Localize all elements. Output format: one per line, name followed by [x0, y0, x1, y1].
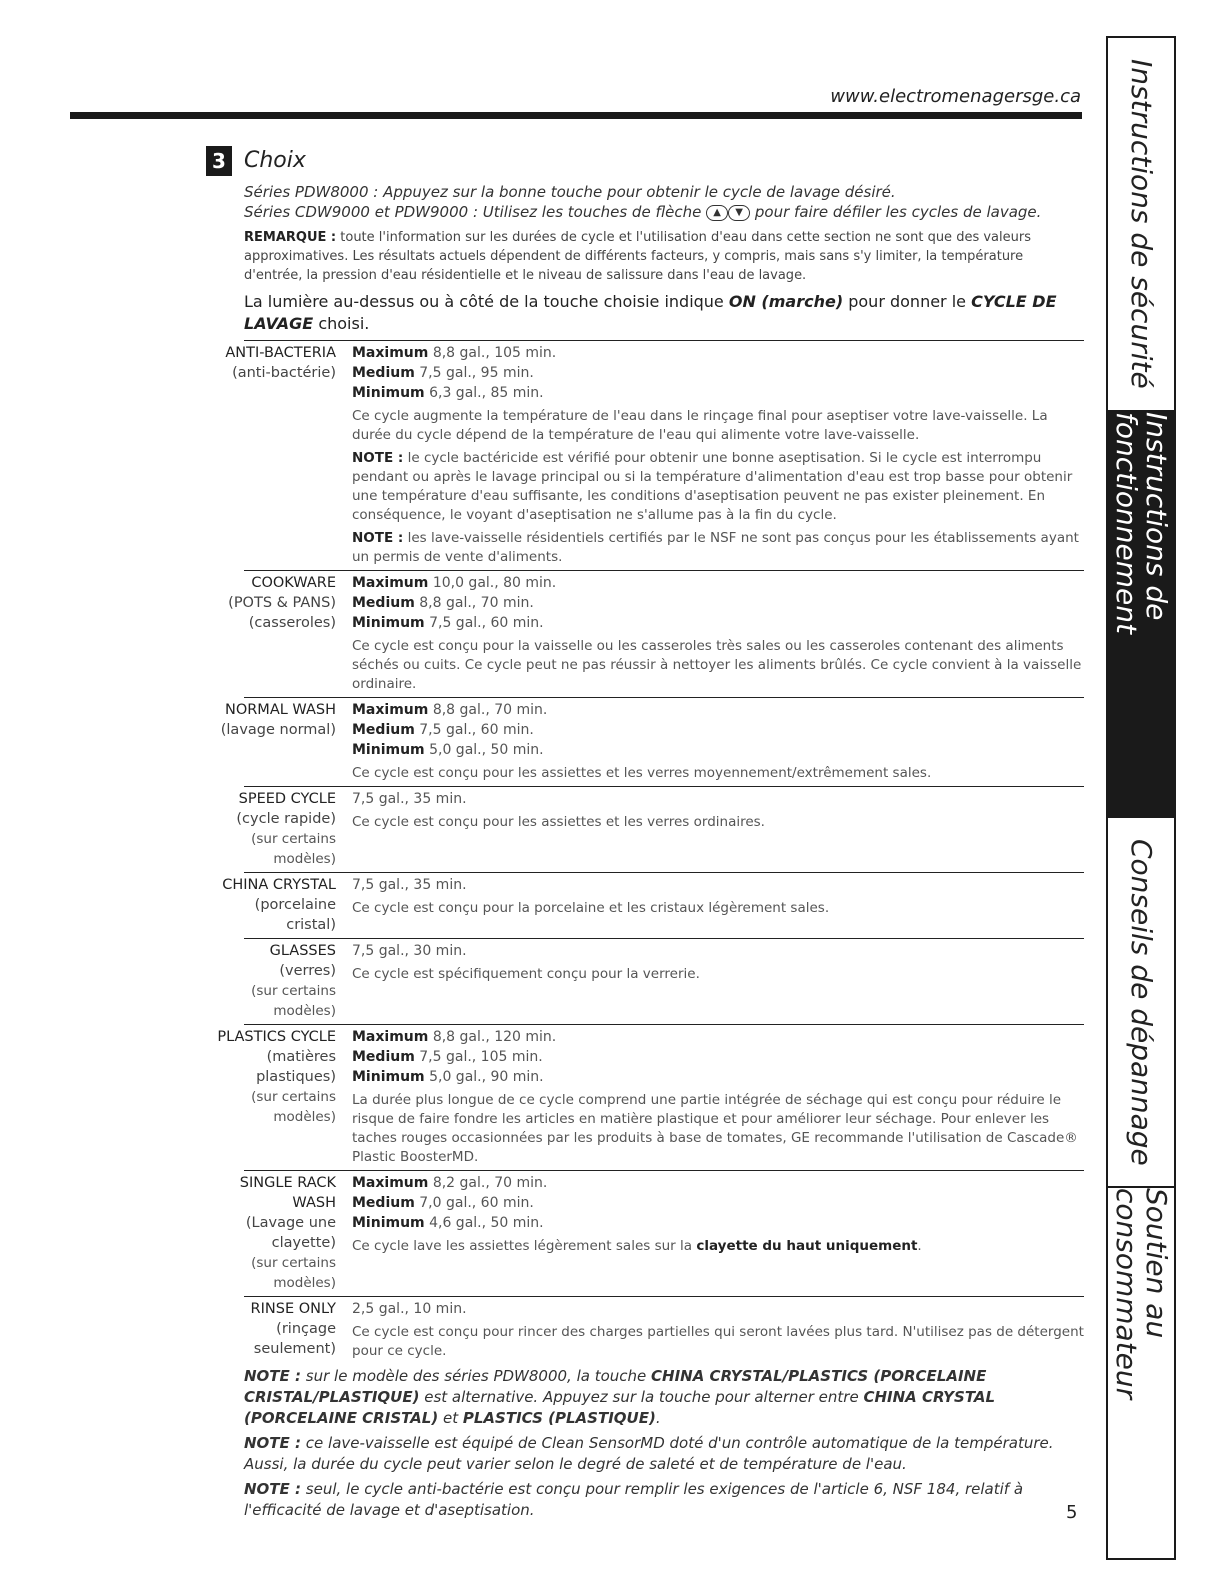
spec-label: Medium [352, 365, 415, 381]
cycle-body [336, 1299, 1084, 1361]
cycle-body [336, 700, 1084, 783]
footer-note [244, 1366, 1084, 1429]
cycle-name-fr: (anti-bactérie) [232, 365, 336, 381]
cycle-description: Ce cycle est conçu pour les assiettes et les verres ordinaires. [352, 814, 765, 830]
cycle-names [204, 1299, 336, 1361]
cycle-description: Ce cycle est conçu pour la porcelaine et les cristaux légèrement sales. [352, 900, 830, 916]
spec-label: Medium [352, 595, 415, 611]
note-text: seul, le cycle anti-bactérie est conçu pour remplir les exigences de l'article 6, NSF 184, relatif à l'efficacité de lavage et d'aseptisation. [244, 1480, 1024, 1519]
spec-value: 8,8 gal., 105 min. [432, 345, 557, 361]
cycle-description: Ce cycle est spécifiquement conçu pour la verrerie. [352, 966, 700, 982]
cycle-name-fr: (verres) [279, 963, 336, 979]
cycle-speed [236, 786, 1084, 872]
spec-value: 5,0 gal., 90 min. [429, 1069, 544, 1085]
spec-label: Minimum [352, 385, 425, 401]
cycle-name: SINGLE RACK WASH [239, 1175, 336, 1211]
remark [244, 228, 1084, 285]
cycle-names [204, 1027, 336, 1167]
spec-med [352, 593, 1084, 613]
series-line-1: Séries PDW8000 : Appuyez sur la bonne touche pour obtenir le cycle de lavage désiré. [244, 183, 896, 201]
cycle-names [204, 789, 336, 869]
side-tab-troubleshooting[interactable] [1108, 818, 1174, 1188]
spec-label: Minimum [352, 615, 425, 631]
cycle-name-fr: (cycle rapide) [236, 811, 336, 827]
spec-value: 7,5 gal., 35 min. [352, 877, 467, 893]
cycle-description [352, 1237, 1084, 1256]
cycle-note [352, 449, 1084, 525]
indicator-light-text [244, 291, 1084, 335]
spec-value: 2,5 gal., 10 min. [352, 1301, 467, 1317]
side-tab-support[interactable] [1108, 1188, 1174, 1558]
note-label: NOTE : [352, 450, 404, 466]
cycle-names [204, 573, 336, 694]
spec-min [352, 740, 1084, 760]
cycle-plastics [217, 1024, 1084, 1170]
note-text: ce lave-vaisselle est équipé de Clean SensorMD doté d'un contrôle automatique de la température. Aussi, la durée du cycle peut varier selon le degré de saleté et de température de l'eau. [244, 1434, 1054, 1473]
cycle-names [204, 875, 336, 935]
cycle-description: Ce cycle est conçu pour la vaisselle ou les casseroles très sales ou les casseroles contenant des aliments séchés ou cuits. Ce cycle peut ne pas réussir à nettoyer les aliments brûlés. Ce cycle convient à la vaisselle ordinaire. [352, 638, 1082, 692]
remark-text: toute l'information sur les durées de cycle et l'utilisation d'eau dans cette section ne sont que des valeurs approximatives. Les résultats actuels dépendent de différents facteurs, y compris, mais sans s'y limiter, la température d'entrée, la pression d'eau résidentielle et le niveau de salissure dans l'eau de lavage. [244, 230, 1031, 283]
model-note: (sur certains modèles) [251, 1089, 336, 1125]
cycle-name-fr: (lavage normal) [220, 722, 336, 738]
note-label: NOTE : [244, 1480, 302, 1498]
footer-notes [244, 1366, 1084, 1525]
step-number-badge: 3 [206, 146, 232, 176]
spec-value: 8,2 gal., 70 min. [432, 1175, 548, 1191]
cycle-body [336, 875, 1084, 935]
spec-min [352, 1213, 1084, 1233]
remark-label: REMARQUE : [244, 230, 337, 245]
cycle-name: COOKWARE [251, 575, 336, 591]
site-url[interactable]: www.electromenagersge.ca [830, 86, 1081, 107]
desc-text: Ce cycle lave les assiettes légèrement sales sur la [352, 1238, 697, 1254]
spec-med [352, 1047, 1084, 1067]
spec-value: 7,5 gal., 30 min. [352, 943, 467, 959]
spec-min [352, 1067, 1084, 1087]
spec-max [352, 573, 1084, 593]
spec-med [352, 1193, 1084, 1213]
spec-max [352, 1173, 1084, 1193]
section-title: Choix [244, 148, 306, 173]
side-tab-safety[interactable] [1108, 38, 1174, 412]
spec-med [352, 720, 1084, 740]
spec-value: 7,5 gal., 60 min. [429, 615, 544, 631]
spec-value: 10,0 gal., 80 min. [432, 575, 557, 591]
spec-label: Medium [352, 1195, 415, 1211]
model-note: (sur certains modèles) [251, 831, 336, 867]
cycle-glasses [244, 938, 1084, 1024]
spec-label: Maximum [352, 1175, 429, 1191]
light-text-a: La lumière au-dessus ou à côté de la touche choisie indique [244, 292, 729, 311]
spec-label: Maximum [352, 575, 429, 591]
note-text: et [438, 1409, 463, 1427]
spec-value: 5,0 gal., 50 min. [429, 742, 544, 758]
series-line-2 [244, 202, 1084, 222]
note-bold: PLASTICS (PLASTIQUE) [462, 1409, 656, 1427]
note-text: . [655, 1409, 661, 1427]
spec-med [352, 363, 1084, 383]
light-text-c: choisi. [313, 314, 370, 333]
spec-value: 7,5 gal., 35 min. [352, 791, 467, 807]
note-text: les lave-vaisselle résidentiels certifiés par le NSF ne sont pas conçus pour les établissements ayant un permis de vente d'aliments. [352, 530, 1079, 565]
cycle-name: PLASTICS CYCLE [217, 1029, 336, 1045]
note-bold: CHINA CRYSTAL/PLASTICS (PORCELAINE CRISTAL/PLASTIQUE) [244, 1367, 987, 1406]
cycle-table [204, 340, 1084, 1364]
cycle-cookware [228, 570, 1084, 697]
footer-note [244, 1433, 1084, 1475]
cycle-name-fr: (casseroles) [248, 615, 336, 631]
cycle-names [204, 700, 336, 783]
spec-label: Minimum [352, 1069, 425, 1085]
spec-label: Minimum [352, 1215, 425, 1231]
model-note: (sur certains modèles) [251, 983, 336, 1019]
spec-value: 7,5 gal., 105 min. [419, 1049, 543, 1065]
cycle-single-rack [239, 1170, 1084, 1296]
cycle-name-fr: (Lavage une clayette) [245, 1215, 336, 1251]
cycle-name: RINSE ONLY [250, 1301, 336, 1317]
series-line-2-text-end: pour faire défiler les cycles de lavage. [754, 203, 1042, 221]
spec-value: 4,6 gal., 50 min. [429, 1215, 544, 1231]
light-text-on: ON (marche) [728, 292, 844, 311]
cycle-normal-wash [220, 697, 1084, 786]
spec-value: 7,5 gal., 60 min. [419, 722, 534, 738]
light-text-b: pour donner le [843, 292, 972, 311]
cycle-description: Ce cycle est conçu pour les assiettes et les verres moyennement/extrêmement sales. [352, 765, 932, 781]
cycle-names [204, 343, 336, 567]
series-line-2-text: Séries CDW9000 et PDW9000 : Utilisez les touches de flèche [244, 203, 702, 221]
spec-value: 7,0 gal., 60 min. [419, 1195, 534, 1211]
header-rule [70, 112, 1082, 119]
cycle-body [336, 1027, 1084, 1167]
cycle-china-crystal [222, 872, 1084, 938]
spec-label: Maximum [352, 702, 429, 718]
cycle-description: La durée plus longue de ce cycle comprend une partie intégrée de séchage qui est conçu pour réduire le risque de faire fondre les articles en matière plastique et pour améliorer leur séchage. Pour enlever les taches rouges occasionnées par les produits à base de tomates, GE recommande l'utilisation de Cascade® Plastic BoosterMD. [352, 1092, 1078, 1165]
spec-max [352, 700, 1084, 720]
side-tab-operating[interactable] [1108, 412, 1174, 818]
cycle-description: Ce cycle augmente la température de l'eau dans le rinçage final pour aseptiser votre lave-vaisselle. La durée du cycle dépend de la température de l'eau qui alimente votre lave-vaisselle. [352, 408, 1048, 443]
arrow-up-key-icon: ▲ [706, 205, 728, 221]
side-tab-bar [1106, 36, 1176, 1560]
spec-label: Maximum [352, 345, 429, 361]
spec-value: 6,3 gal., 85 min. [429, 385, 544, 401]
note-bold: CHINA CRYSTAL (PORCELAINE CRISTAL) [244, 1388, 996, 1427]
cycle-note [352, 529, 1084, 567]
note-label: NOTE : [352, 530, 404, 546]
cycle-body [336, 789, 1084, 869]
cycle-body [336, 573, 1084, 694]
note-text: le cycle bactéricide est vérifié pour obtenir une bonne aseptisation. Si le cycle est interrompu pendant ou après le lavage principal ou si la température d'alimentation d'eau est trop basse pour obtenir une température d'eau suffisante, les conditions d'aseptisation peuvent ne pas exister pleinement. En conséquence, le voyant d'aseptisation ne s'allume pas à la fin du cycle. [352, 450, 1073, 523]
cycle-body [336, 941, 1084, 1021]
side-tab-label: Conseils de dépannage [1125, 838, 1158, 1166]
cycle-name-alt: (POTS & PANS) [228, 595, 336, 611]
spec-label: Medium [352, 1049, 415, 1065]
cycle-name-fr: (rinçage seulement) [253, 1321, 336, 1357]
spec-value: 7,5 gal., 95 min. [419, 365, 534, 381]
note-label: NOTE : [244, 1367, 302, 1385]
cycle-names [204, 941, 336, 1021]
arrow-down-key-icon: ▼ [728, 205, 750, 221]
cycle-anti-bacteria [225, 340, 1084, 570]
desc-end: . [917, 1238, 922, 1254]
page-number: 5 [1066, 1502, 1078, 1523]
spec-max [352, 1027, 1084, 1047]
cycle-name: ANTI-BACTERIA [225, 345, 336, 361]
cycle-name: NORMAL WASH [224, 702, 336, 718]
intro-block [244, 182, 1084, 335]
cycle-body [336, 343, 1084, 567]
spec-min [352, 613, 1084, 633]
cycle-rinse-only [244, 1296, 1084, 1364]
spec-value: 8,8 gal., 70 min. [432, 702, 548, 718]
spec-value: 8,8 gal., 120 min. [432, 1029, 557, 1045]
footer-note [244, 1479, 1084, 1521]
cycle-description: Ce cycle est conçu pour rincer des charges partielles qui seront lavées plus tard. N'utilisez pas de détergent pour ce cycle. [352, 1324, 1084, 1359]
spec-label: Maximum [352, 1029, 429, 1045]
note-text: est alternative. Appuyez sur la touche pour alterner entre [419, 1388, 864, 1406]
cycle-body [336, 1173, 1084, 1293]
spec-value: 8,8 gal., 70 min. [419, 595, 534, 611]
cycle-name: SPEED CYCLE [238, 791, 336, 807]
spec-min [352, 383, 1084, 403]
cycle-name: CHINA CRYSTAL [222, 877, 336, 893]
spec-max [352, 343, 1084, 363]
note-text: sur le modèle des séries PDW8000, la touche [305, 1367, 652, 1385]
spec-label: Medium [352, 722, 415, 738]
side-tab-label: Soutien au consommateur [1110, 1188, 1173, 1400]
cycle-names [204, 1173, 336, 1293]
spec-label: Minimum [352, 742, 425, 758]
side-tab-label: Instructions de fonctionnement [1110, 412, 1173, 634]
side-tab-label: Instructions de sécurité [1125, 59, 1158, 389]
cycle-name-fr: (porcelaine cristal) [254, 897, 336, 933]
model-note: (sur certains modèles) [251, 1255, 336, 1291]
desc-bold: clayette du haut uniquement [696, 1238, 918, 1254]
cycle-name-fr: (matières plastiques) [256, 1049, 336, 1085]
light-text-cycle: CYCLE DE LAVAGE [244, 292, 1057, 333]
note-label: NOTE : [244, 1434, 302, 1452]
cycle-name: GLASSES [269, 943, 336, 959]
